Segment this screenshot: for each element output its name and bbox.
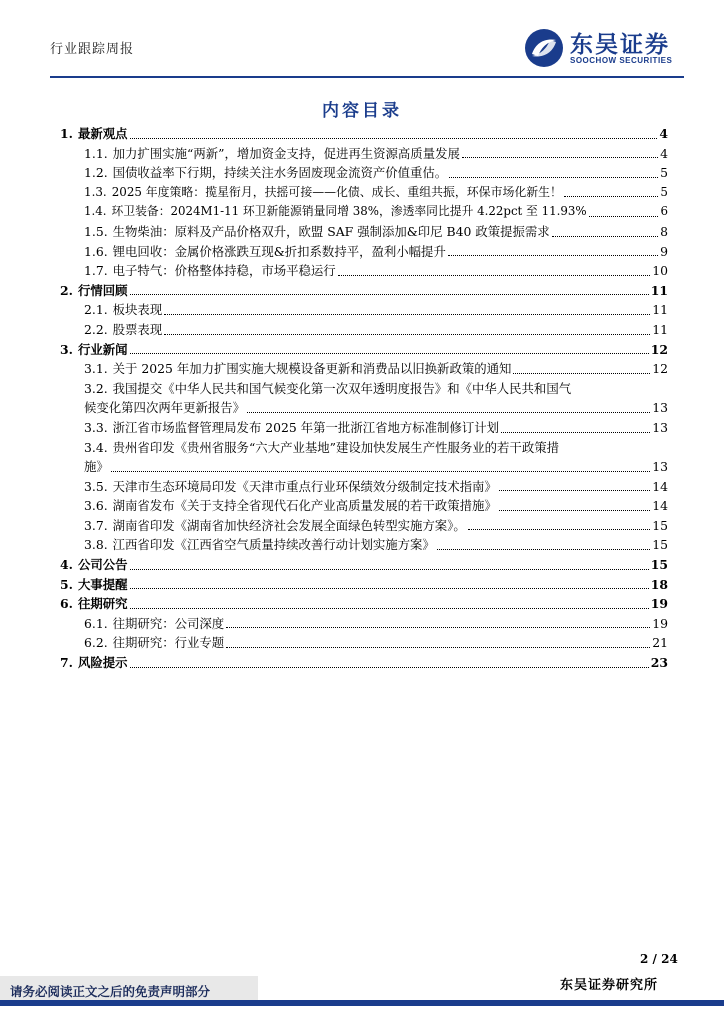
toc-entry-number: 3.8. [84,537,108,553]
toc-leader-dots [513,372,650,374]
toc-entry-page: 9 [660,243,668,259]
toc-entry[interactable] [60,379,668,399]
footer-divider [0,1000,724,1006]
toc-entry-page: 11 [652,321,668,337]
toc-leader-dots [130,352,649,354]
toc-entry[interactable] [60,320,668,340]
toc-entry-number: 3.3. [84,419,108,435]
toc-entry-text: 最新观点 [77,126,128,141]
toc-entry[interactable] [60,359,668,379]
toc-entry-page: 11 [650,282,668,298]
toc-entry-number: 3.1. [84,361,108,377]
toc-entry-number: 3. [60,341,73,357]
toc-entry[interactable] [60,281,668,301]
toc-entry-text: 2025 年度策略：揽星衔月，扶摇可接——化债、成长、重组共振，环保市场化新生！ [111,184,562,199]
toc-leader-dots [499,509,650,511]
toc-entry-text: 大事提醒 [77,576,128,592]
toc-entry-page: 13 [652,459,668,475]
toc-entry[interactable] [60,340,668,360]
toc-leader-dots [130,568,649,570]
toc-entry[interactable] [60,633,668,653]
toc-entry-text: 候变化第四次两年更新报告》 [84,400,246,416]
toc-leader-dots [130,666,649,668]
toc-entry-number: 2.2. [84,321,108,337]
toc-entry[interactable] [60,496,668,516]
toc-entry[interactable] [60,614,668,634]
toc-entry-page: 21 [652,635,668,651]
toc-leader-dots [437,548,650,550]
toc-entry[interactable] [60,438,668,458]
toc-entry-continued[interactable] [60,457,668,477]
toc-entry-continued[interactable] [60,398,668,418]
toc-entry-number: 1.7. [84,263,108,279]
toc-leader-dots [499,489,650,491]
toc-entry[interactable] [60,124,668,144]
toc-entry[interactable] [60,144,668,164]
toc-entry-number: 2.1. [84,302,108,318]
toc-entry-text: 施》 [84,459,109,475]
company-logo [524,26,684,70]
toc-entry-number: 6.2. [84,635,108,651]
toc-entry[interactable] [60,516,668,536]
toc-leader-dots [448,254,658,256]
toc-entry-text: 湖南省印发《湖南省加快经济社会发展全面绿色转型实施方案》。 [112,517,466,533]
toc-entry-number: 1.2. [84,165,108,181]
toc-entry-page: 8 [660,223,668,239]
toc-entry-text: 板块表现 [112,302,163,318]
toc-leader-dots [130,587,649,589]
toc-entry-page: 5 [660,184,668,199]
toc-entry-page: 23 [650,655,668,671]
toc-entry-text: 往期研究 [77,596,128,612]
toc-entry-text: 公司公告 [77,557,128,573]
disclaimer-text: 请务必阅读正文之后的免责声明部分 [10,984,211,999]
toc-entry-number: 1.3. [84,184,107,199]
toc-entry-text: 天津市生态环境局印发《天津市重点行业环保绩效分级制定技术指南》 [112,478,497,494]
toc-entry[interactable] [60,261,668,281]
toc-leader-dots [226,646,650,648]
toc-leader-dots [247,411,650,413]
toc-entry-text: 行业新闻 [77,341,128,357]
toc-leader-dots [111,470,650,472]
toc-entry[interactable] [60,222,668,242]
toc-entry-text: 往期研究：公司深度 [112,615,225,631]
toc-entry-number: 3.6. [84,498,108,514]
toc-entry-text: 贵州省印发《贵州省服务“六大产业基地”建设加快发展生产性服务业的若干政策措 [112,439,559,455]
toc-leader-dots [468,528,650,530]
toc-entry[interactable] [60,477,668,497]
toc-entry-number: 3.2. [84,380,108,396]
toc-leader-dots [338,274,651,276]
toc-leader-dots [164,313,650,315]
toc-entry-text: 往期研究：行业专题 [112,635,225,651]
toc-entry-number: 4. [60,557,73,573]
toc-entry-page: 15 [650,557,668,573]
toc-leader-dots [462,156,658,158]
toc-entry-page: 4 [659,126,668,141]
toc-entry-page: 11 [652,302,668,318]
toc-entry-page: 19 [650,596,668,612]
toc-entry-page: 5 [660,165,668,181]
toc-entry[interactable] [60,418,668,438]
report-type-label: 行业跟踪周报 [50,42,135,57]
toc-leader-dots [589,215,659,217]
logo-chinese-name: 东吴证券 [570,32,670,58]
toc-entry-text: 关于 2025 年加力扩围实施大规模设备更新和消费品以旧换新政策的通知 [112,361,512,377]
toc-leader-dots [501,431,650,433]
toc-entry-page: 19 [652,615,668,631]
toc-entry[interactable] [60,653,668,673]
toc-title: 内容目录 [322,101,402,121]
toc-entry-number: 7. [60,655,73,671]
toc-leader-dots [130,293,649,295]
toc-entry-number: 1.4. [84,204,107,219]
toc-leader-dots [449,176,658,178]
toc-entry-number: 3.5. [84,478,108,494]
toc-entry-text: 生物柴油：原料及产品价格双升，欧盟 SAF 强制添加&印尼 B40 政策提振需求 [112,223,550,239]
toc-leader-dots [564,195,659,197]
page-number: 2 / 24 [640,952,678,966]
toc-entry[interactable] [60,535,668,555]
toc-entry-text: 电子特气：价格整体持稳，市场平稳运行 [112,263,336,279]
toc-entry-number: 6. [60,596,73,612]
toc-entry-page: 10 [652,263,668,279]
toc-entry-text: 环卫装备：2024M1-11 环卫新能源销量同增 38%，渗透率同比提升 4.22pct 至 11.93% [111,204,587,219]
toc-entry-number: 1.6. [84,243,108,259]
toc-entry-text: 国债收益率下行期，持续关注水务固废现金流资产价值重估。 [112,165,448,181]
table-of-contents [60,124,668,673]
toc-entry-text: 江西省印发《江西省空气质量持续改善行动计划实施方案》 [112,537,435,553]
toc-entry-number: 6.1. [84,615,108,631]
toc-entry-number: 1.5. [84,223,108,239]
toc-entry[interactable] [60,300,668,320]
toc-entry[interactable] [60,242,668,262]
logo-english-name: SOOCHOW SECURITIES [570,56,673,65]
toc-entry-text: 锂电回收：金属价格涨跌互现&折扣系数持平，盈利小幅提升 [112,243,446,259]
toc-entry-page: 14 [652,478,668,494]
toc-entry-page: 18 [650,576,668,592]
toc-entry-text: 湖南省发布《关于支持全省现代石化产业高质量发展的若干政策措施》 [112,498,497,514]
toc-entry-text: 浙江省市场监督管理局发布 2025 年第一批浙江省地方标准制修订计划 [112,419,500,435]
toc-entry-number: 2. [60,282,73,298]
toc-leader-dots [164,333,650,335]
toc-entry-page: 12 [650,341,668,357]
logo-mark-icon [524,28,564,68]
toc-entry-page: 4 [660,145,668,161]
toc-leader-dots [130,137,658,139]
toc-entry[interactable] [60,575,668,595]
toc-entry-page: 14 [652,498,668,514]
toc-entry-text: 我国提交《中华人民共和国气候变化第一次双年透明度报告》和《中华人民共和国气 [112,380,572,396]
toc-entry-text: 加力扩围实施“两新”，增加资金支持，促进再生资源高质量发展 [112,145,460,161]
toc-entry[interactable] [60,202,668,222]
toc-entry-text: 风险提示 [77,655,128,671]
toc-entry[interactable] [60,163,668,183]
toc-entry-number: 3.4. [84,439,108,455]
toc-leader-dots [552,235,658,237]
header-divider [50,76,684,78]
toc-entry-page: 15 [652,517,668,533]
footer-institute: 东吴证券研究所 [560,978,659,993]
toc-entry-page: 6 [660,204,668,219]
toc-entry-number: 1.1. [84,145,108,161]
toc-entry-page: 12 [652,361,668,377]
toc-entry-page: 15 [652,537,668,553]
toc-entry-text: 股票表现 [112,321,163,337]
toc-entry-number: 1. [60,126,73,141]
toc-entry-page: 13 [652,400,668,416]
toc-entry[interactable] [60,594,668,614]
toc-entry-number: 3.7. [84,517,108,533]
toc-leader-dots [226,626,650,628]
toc-entry-page: 13 [652,419,668,435]
toc-entry-number: 5. [60,576,73,592]
toc-entry-text: 行情回顾 [77,282,128,298]
toc-leader-dots [130,607,649,609]
toc-entry[interactable] [60,183,668,203]
toc-entry[interactable] [60,555,668,575]
